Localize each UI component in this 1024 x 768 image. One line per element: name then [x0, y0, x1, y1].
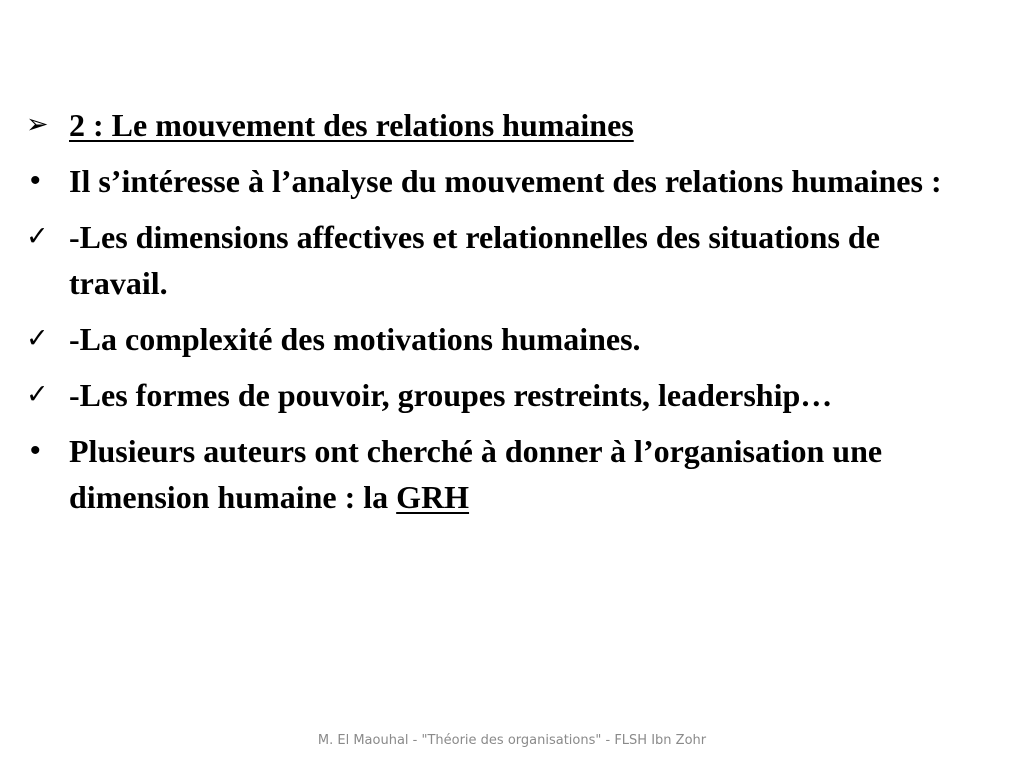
checklist-item	[26, 214, 986, 306]
list-item-text: Il s’intéresse à l’analyse du mouvement des relations humaines :	[69, 163, 942, 199]
list-item	[26, 158, 986, 204]
checkmark-icon: ✓	[26, 221, 49, 252]
checklist-item	[26, 316, 986, 362]
slide-content	[26, 102, 986, 530]
checklist-item-text: -Les formes de pouvoir, groupes restreints, leadership…	[69, 377, 833, 413]
list-item-text	[69, 428, 986, 520]
list-item-text-part: Plusieurs auteurs ont cherché à donner à l’organisation une dimension humaine : la	[69, 433, 883, 515]
arrow-bullet-icon: ➢	[26, 109, 49, 140]
slide-footer: M. El Maouhal - "Théorie des organisations" - FLSH Ibn Zohr	[317, 733, 707, 748]
list-item	[26, 428, 986, 520]
checklist-item-text: -La complexité des motivations humaines.	[69, 321, 641, 357]
bullet-icon: •	[30, 164, 41, 197]
section-heading-item	[26, 102, 986, 148]
checklist-item	[26, 372, 986, 418]
bullet-icon: •	[30, 434, 41, 467]
section-heading: 2 : Le mouvement des relations humaines	[69, 107, 634, 143]
checklist-item-text: -Les dimensions affectives et relationnelles des situations de travail.	[69, 219, 880, 301]
checkmark-icon: ✓	[26, 379, 49, 410]
grh-link[interactable]: GRH	[396, 479, 470, 515]
checkmark-icon: ✓	[26, 323, 49, 354]
